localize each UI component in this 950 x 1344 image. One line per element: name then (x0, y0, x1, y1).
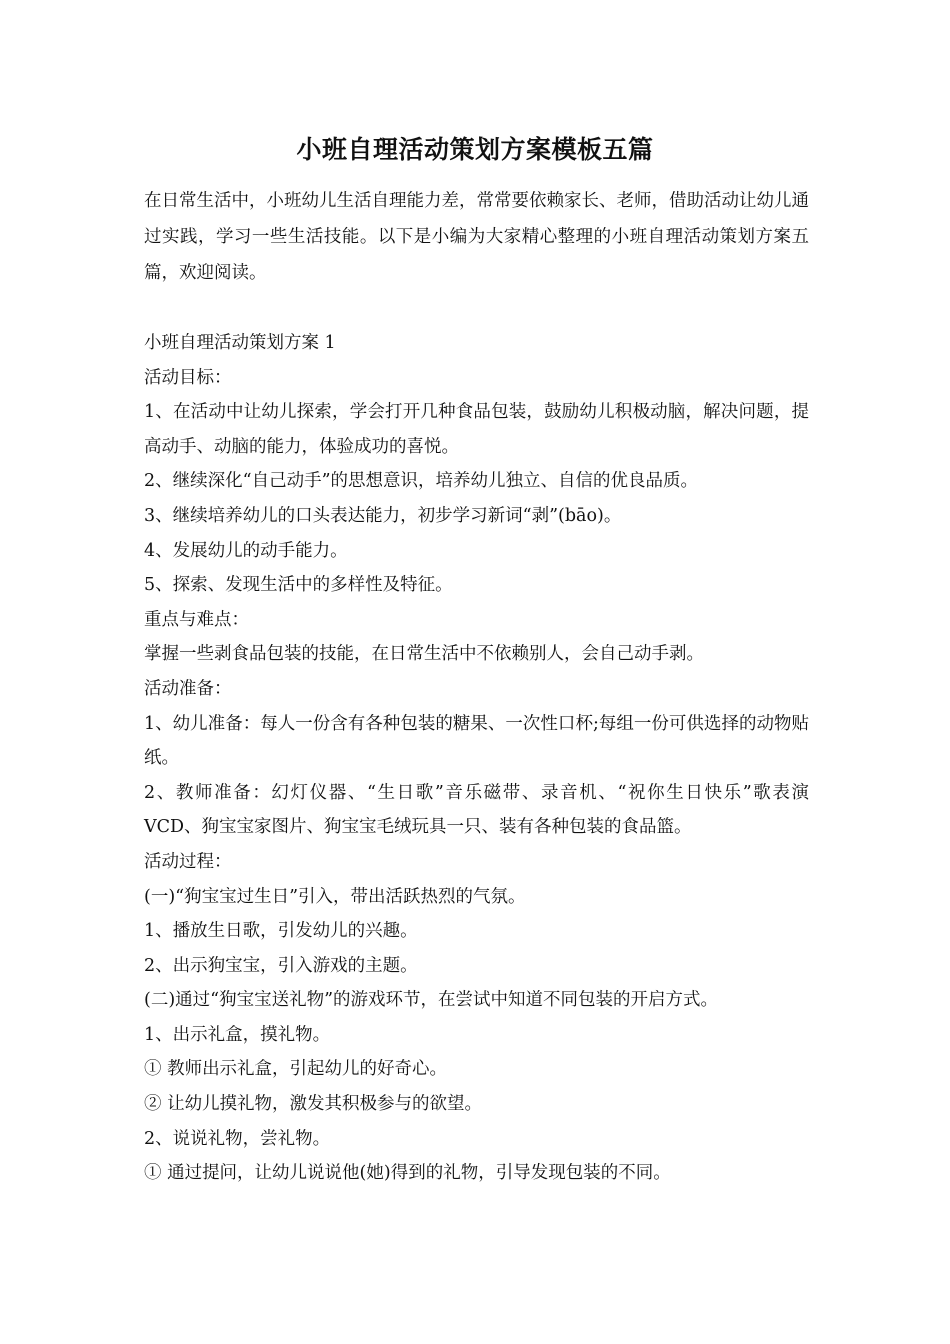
goal-item: 2、继续深化“自己动手”的思想意识，培养幼儿独立、自信的优良品质。 (144, 471, 699, 492)
subheading-preparation: 活动准备： (144, 678, 232, 699)
process-step: 2、出示狗宝宝，引入游戏的主题。 (144, 955, 418, 976)
goal-item: 3、继续培养幼儿的口头表达能力，初步学习新词“剥”(bāo)。 (144, 505, 622, 526)
subheading-key-points: 重点与难点： (144, 609, 249, 630)
intro-paragraph: 在日常生活中，小班幼儿生活自理能力差，常常要依赖家长、老师，借助活动让幼儿通过实践，学习一些生活技能。以下是小编为大家精心整理的小班自理活动策划方案五篇，欢迎阅读。 (144, 191, 809, 283)
section-heading: 小班自理活动策划方案 1 (144, 333, 336, 353)
goal-item: 1、在活动中让幼儿探索，学会打开几种食品包装，鼓励幼儿积极动脑，解决问题，提高动手、动脑的能力，体验成功的喜悦。 (144, 402, 809, 457)
process-step: ① 通过提问，让幼儿说说他(她)得到的礼物，引导发现包装的不同。 (144, 1163, 671, 1184)
process-step: ① 教师出示礼盒，引起幼儿的好奇心。 (144, 1059, 448, 1080)
document-title: 小班自理活动策划方案模板五篇 (296, 135, 654, 164)
process-step: 2、说说礼物，尝礼物。 (144, 1128, 331, 1149)
subheading-process: 活动过程： (144, 851, 232, 872)
preparation-item: 2、教师准备：幻灯仪器、“生日歌”音乐磁带、录音机、“祝你生日快乐”歌表演 VCD、狗宝宝家图片、狗宝宝毛绒玩具一只、装有各种包装的食品篮。 (144, 782, 809, 838)
subheading-goals: 活动目标： (144, 367, 232, 388)
goal-item: 5、探索、发现生活中的多样性及特征。 (144, 575, 453, 596)
preparation-item: 1、幼儿准备：每人一份含有各种包装的糖果、一次性口杯;每组一份可供选择的动物贴纸。 (144, 713, 809, 769)
process-step: (二)通过“狗宝宝送礼物”的游戏环节，在尝试中知道不同包装的开启方式。 (144, 990, 719, 1011)
process-step: 1、播放生日歌，引发幼儿的兴趣。 (144, 921, 418, 942)
goal-item: 4、发展幼儿的动手能力。 (144, 540, 348, 561)
document-body (144, 326, 809, 1191)
process-step: 1、出示礼盒，摸礼物。 (144, 1024, 331, 1045)
key-point-text: 掌握一些剥食品包装的技能，在日常生活中不依赖别人，会自己动手剥。 (144, 644, 704, 665)
process-step: (一)“狗宝宝过生日”引入，带出活跃热烈的气氛。 (144, 886, 526, 907)
process-step: ② 让幼儿摸礼物，激发其积极参与的欲望。 (144, 1094, 483, 1115)
